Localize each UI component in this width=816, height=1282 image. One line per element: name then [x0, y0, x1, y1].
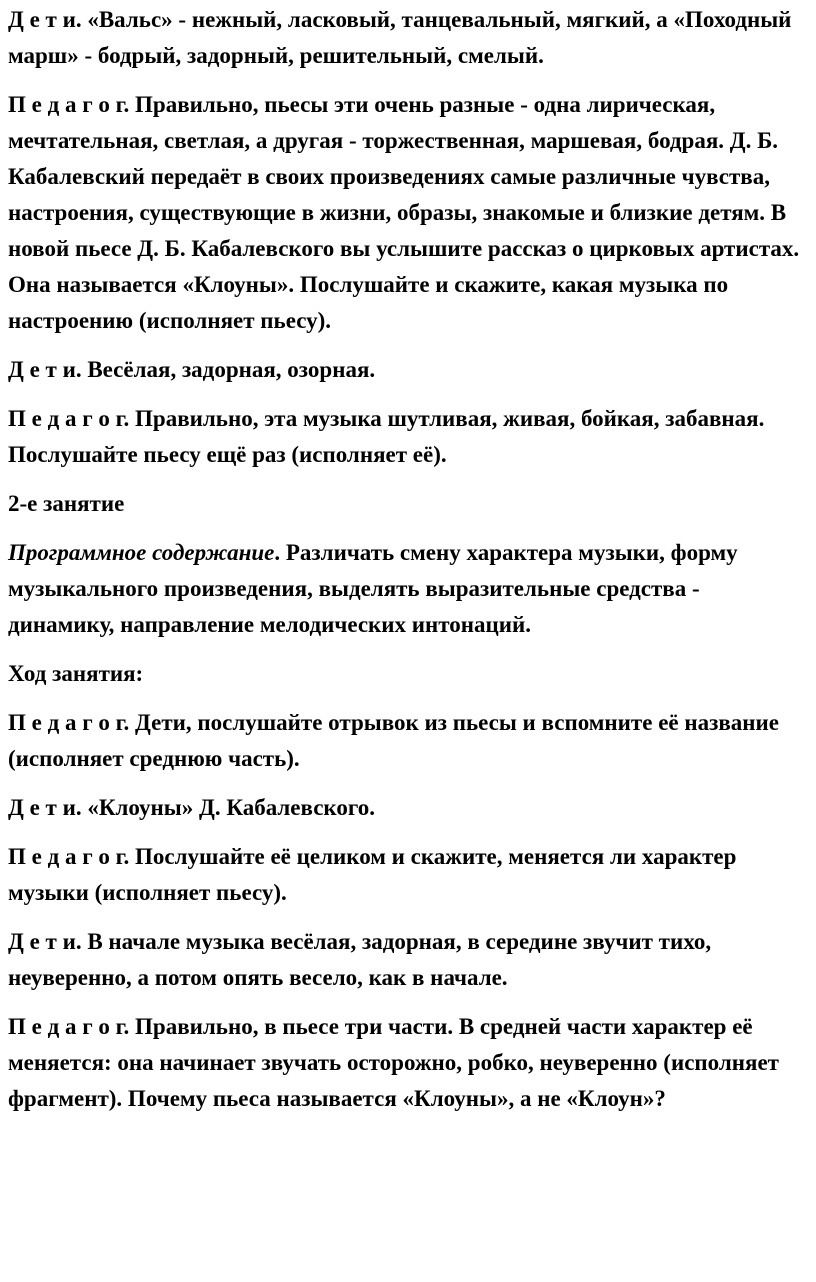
dialogue-text: Послушайте её целиком и скажите, меняется ли характер музыки (исполняет пьесу). — [8, 844, 737, 905]
speaker-label: П е д а г о г. — [8, 92, 130, 117]
program-content-text: . Различать смену характера музыки, форму музыкального произведения, выделять выразительные средства - динамику, направление мелодических интонаций. — [8, 540, 738, 637]
speaker-label: Д е т и. — [8, 795, 82, 820]
dialogue-text: «Клоуны» Д. Кабалевского. — [87, 795, 376, 820]
dialogue-text: Дети, послушайте отрывок из пьесы и вспомните её название (исполняет среднюю часть). — [8, 710, 779, 771]
dialogue-paragraph — [8, 705, 808, 777]
dialogue-paragraph — [8, 839, 808, 911]
program-content-label: Программное содержание — [8, 540, 275, 565]
speaker-label: П е д а г о г. — [8, 710, 130, 735]
dialogue-text: Правильно, эта музыка шутливая, живая, бойкая, забавная. Послушайте пьесу ещё раз (исполняет её). — [8, 406, 765, 467]
lesson-heading: 2-е занятие — [8, 491, 125, 516]
dialogue-paragraph — [8, 1009, 808, 1117]
lesson-course-heading: Ход занятия: — [8, 661, 144, 686]
speaker-label: П е д а г о г. — [8, 844, 130, 869]
speaker-label: П е д а г о г. — [8, 406, 130, 431]
program-content-paragraph — [8, 535, 808, 643]
dialogue-paragraph — [8, 401, 808, 473]
section-heading — [8, 486, 808, 522]
dialogue-paragraph — [8, 352, 808, 388]
dialogue-text: Правильно, в пьесе три части. В средней части характер её меняется: она начинает звучать осторожно, робко, неуверенно (исполняет фрагмент). Почему пьеса называется «Клоуны», а не «Клоун»? — [8, 1014, 779, 1111]
dialogue-text: В начале музыка весёлая, задорная, в середине звучит тихо, неуверенно, а потом опять весело, как в начале. — [8, 929, 712, 990]
dialogue-paragraph — [8, 924, 808, 996]
dialogue-text: Весёлая, задорная, озорная. — [87, 357, 376, 382]
speaker-label: Д е т и. — [8, 929, 82, 954]
dialogue-paragraph — [8, 87, 808, 339]
speaker-label: Д е т и. — [8, 357, 82, 382]
section-heading — [8, 656, 808, 692]
dialogue-paragraph — [8, 790, 808, 826]
dialogue-paragraph — [8, 2, 808, 74]
dialogue-text: Правильно, пьесы эти очень разные - одна лирическая, мечтательная, светлая, а другая - торжественная, маршевая, бодрая. Д. Б. Кабалевский передаёт в своих произведениях самые различные чувства, настроения, существующие в жизни, образы, знакомые и близкие детям. В новой пьесе Д. Б. Кабалевского вы услышите рассказ о цирковых артистах. Она называется «Клоуны». Послушайте и скажите, какая музыка по настроению (исполняет пьесу). — [8, 92, 800, 333]
speaker-label: П е д а г о г. — [8, 1014, 130, 1039]
dialogue-text: «Вальс» - нежный, ласковый, танцевальный, мягкий, а «Походный марш» - бодрый, задорный, решительный, смелый. — [8, 7, 792, 68]
speaker-label: Д е т и. — [8, 7, 82, 32]
